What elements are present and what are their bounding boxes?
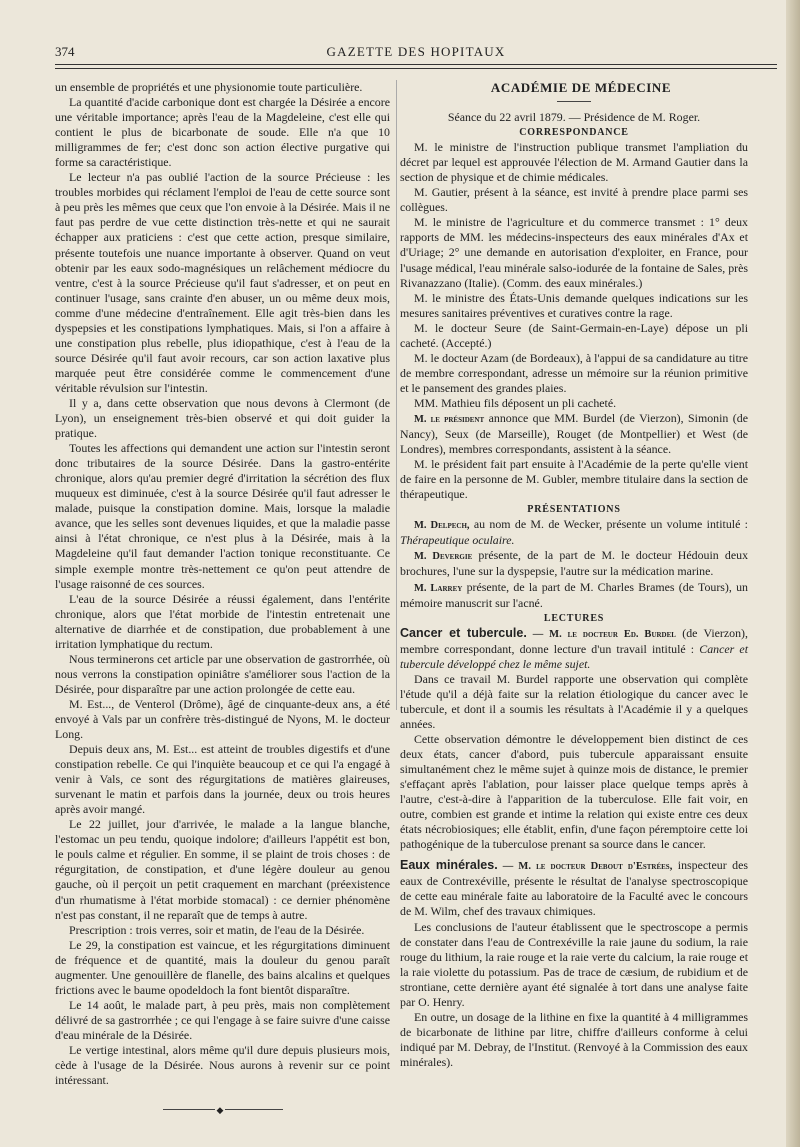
book-title: Thérapeutique oculaire. [400, 533, 515, 548]
paragraph-text: (de Vierzon), membre correspondant, donne lecture d'un travail intitulé : [400, 625, 748, 656]
paragraph: un ensemble de propriétés et une physionomie toute particulière. [55, 80, 363, 94]
paragraph: Les conclusions de l'auteur établissent que le spectroscope a permis de constater dans l'eau de Contrexéville la raie jaune du sodium, la raie rouge du lithium, la raie rouge et la raie verte du calcium, la raie rouge et la raie violette du potassium. Pas de trace de cæsium, de rubidium et de strontiane, cette dernière ayant été signalée à tort dans une analyse faite par O. Henry. [400, 919, 748, 1009]
lecture-title: Eaux minérales. [400, 858, 498, 873]
journal-title: GAZETTE DES HOPITAUX [326, 44, 506, 59]
paragraph: Le 29, la constipation est vaincue, et les régurgitations diminuent de fréquence et de quantité, mais la douleur du genou paraît augmenter. Une genouillère de flanelle, des bains alcalins et quelques frictions avec le baume opodeldoch la font bientôt disparaître. [55, 937, 390, 997]
session-line: Séance du 22 avril 1879. — Présidence de M. Roger. [447, 110, 701, 125]
presentations-heading: PRÉSENTATIONS [527, 504, 621, 516]
paragraph [400, 858, 748, 919]
paragraph: Le vertige intestinal, alors même qu'il dure depuis plusieurs mois, cède à l'usage de la Désirée. Nous aurons à revenir sur ce point intéressant. [55, 1043, 390, 1088]
paragraph: La quantité d'acide carbonique dont est chargée la Désirée a encore une véritable importance; après l'eau de la Magdeleine, c'est elle qui contient le plus de bicarbonate de soude. Elle n'a que 10 milligrammes de fer; c'est donc son action élective purgative qui forme sa caractéristique. [55, 95, 390, 170]
paragraph: L'eau de la source Désirée a réussi également, dans l'entérite chronique, alors que l'état morbide de l'intestin entretenait une alternative de diarrhée et de constipation, due probablement à une irritation lymphatique du rectum. [55, 591, 390, 651]
paragraph: M. Est..., de Venterol (Drôme), âgé de cinquante-deux ans, a été envoyé à Vals par un confrère très-distingué de Nyons, M. le docteur Long. [55, 696, 390, 742]
header-rule [55, 64, 777, 65]
lectures-heading: LECTURES [543, 612, 605, 624]
paragraph [400, 580, 748, 611]
paragraph: Nous terminerons cet article par une observation de gastrorrhée, où nous verrons la constipation opiniâtre s'améliorer sous l'action de la Désirée, pour disparaître par une action prolongée de cette eau. [55, 651, 390, 696]
ornament-diamond: ◆ [215, 1103, 226, 1118]
paragraph: M. le docteur Azam (de Bordeaux), à l'appui de sa candidature au titre de membre correspondant, adresse un mémoire sur la réunion primitive et le pansement des grandes plaies. [400, 350, 748, 395]
paragraph [400, 548, 748, 579]
paragraph: Depuis deux ans, M. Est... est atteint de troubles digestifs et d'une constipation rebelle. Ce qui l'inquiète beaucoup et ce qui l'a engagé à venir à Vals, ce sont des régurgitations de matières glaireuses, survenant le matin et parfois dans la journée, deux ou trois heures après avoir mangé. [55, 742, 390, 817]
correspondance-heading: CORRESPONDANCE [519, 127, 629, 139]
paragraph: M. le président fait part ensuite à l'Académie de la perte qu'elle vient de faire en la personne de M. Gubler, membre titulaire dans la section de thérapeutique. [400, 457, 748, 502]
paragraph: Il y a, dans cette observation que nous devons à Clermont (de Lyon), un enseignement très-bien observé et qui doit guider la pratique. [55, 395, 390, 441]
paragraph: MM. Mathieu fils déposent un pli cacheté. [414, 395, 617, 410]
left-column [55, 80, 390, 1116]
paragraph [400, 411, 748, 457]
paragraph: M. le ministre de l'agriculture et du commerce transmet : 1° deux rapports de MM. les médecins-inspecteurs des eaux minérales d'Ax et d'Uriage; 2° une demande en autorisation d'exploiter, en France, pour l'usage médical, l'eau minérale salso-iodurée de la fontaine de Sales, près Rivanazzano (Italie). (Comm. des eaux minérales.) [400, 215, 748, 290]
speaker-label: M. Delpech, [414, 520, 470, 532]
paragraph [400, 517, 748, 548]
paragraph-text: au nom de M. de Wecker, présente un volume intitulé : [469, 517, 748, 532]
paragraph: Le 14 août, le malade part, à peu près, mais non complètement délivré de sa gastrorrhée ; ce qui l'engage à se faire suivre d'une caisse d'eau minérale de la Désirée. [55, 997, 390, 1042]
lecture-title: Cancer et tubercule. [400, 625, 527, 640]
paragraph: Le 22 juillet, jour d'arrivée, le malade a la langue blanche, l'estomac un peu tendu, quoique indolore; d'ailleurs l'appétit est bon, le pouls calme et régulier. En somme, il se plaint de trois choses : de régurgitation, de constipation, et d'une légère douleur au genou gauche, où il perçoit un petit craquement en marchant (préexistence d'un rhumatisme à l'état morbide stomacal) : ce dernier phénomène n'est pas constant, il ne reparaît que de temps à autre. [55, 817, 390, 922]
paragraph: M. le ministre des États-Unis demande quelques indications sur les mesures sanitaires préventives et curatives contre la rage. [400, 290, 748, 320]
page-edge [786, 0, 800, 1147]
paragraph: Le lecteur n'a pas oublié l'action de la source Précieuse : les troubles morbides qui réclament l'emploi de l'eau de cette source sont à peu près les mêmes que ceux que l'on envoie à la Désirée. Mais il ne faut pas perdre de vue cette distinction très-nette et qui ne saurait échapper aux praticiens : c'est que cette action, presque similaire, présente toutefois une nuance importante à observer. Quand on veut obtenir par les eaux sodo-magnésiques un relâchement médiocre du ventre, c'est à la source Précieuse qu'il faut s'adresser, et on peut en continuer l'usage, sans crainte d'en abuser, un ou même deux mois, comme d'une médecine d'entraînement. Elle agit très-bien dans les dyspepsies et les constipations lymphatiques. Mais, si l'on a affaire à une constipation plus rebelle, plus idiopathique, c'est à l'eau de la source Désirée qu'il faut avoir recours, car son action laxative plus marquée peut être considérée comme le commencement d'une véritable révulsion sur l'intestin. [55, 170, 390, 395]
page-number: 374 [55, 44, 75, 59]
paragraph-text: inspecteur des eaux de Contrexéville, présente le résultat de l'analyse spectroscopique de cette eau minérale faite au laboratoire de la Faculté avec le concours de M. Wilm, chef des travaux chimiques. [400, 858, 748, 919]
speaker-label: M. le président [414, 413, 485, 425]
column-divider [396, 80, 397, 710]
end-ornament [163, 1105, 283, 1116]
speaker-label: — M. le docteur Debout d'Estrées, [497, 861, 673, 873]
speaker-label: M. Larrey [414, 582, 463, 594]
work-title: Cancer et tubercule développé chez le même sujet. [400, 641, 749, 671]
paragraph: Toutes les affections qui demandent une action sur l'intestin seront donc tributaires de la source Désirée. Dans la gastro-entérite chronique, alors qu'au premier degré d'irritation la sécrétion des flux muqueux est diminuée, c'est à la source Désirée qu'il faut adresser le malade, puisque la constipation domine. Mais, lorsque la maladie avance, que les selles sont devenues liquides, et que la maladie passe ainsi à l'état chronique, ce n'est plus à la Désirée, mais à la Magdeleine qu'il faut demander l'action tonique reconstituante. Ce simple exemple montre très-nettement ce qu'on peut attendre de l'usage raisonné de ces sources. [55, 441, 390, 591]
paragraph-text: présente, de la part de M. le docteur Hédouin deux brochures, l'une sur la dyspepsie, l'autre sur la médication marine. [400, 548, 749, 579]
paragraph: M. Gautier, présent à la séance, est invité à prendre place parmi ses collègues. [400, 185, 748, 215]
paragraph [400, 626, 748, 672]
right-column [400, 80, 748, 1070]
title-rule [557, 101, 591, 102]
paragraph: M. le ministre de l'instruction publique transmet l'ampliation du décret par lequel est approuvée l'élection de M. Armand Gautier dans la section de physique et de chimie médicales. [400, 140, 748, 185]
paragraph: Dans ce travail M. Burdel rapporte une observation qui complète l'étude qu'il a déjà faite sur la relation étiologique du cancer avec le tubercule, et dont il a soumis les résultats à l'Académie il y a quelques années. [400, 671, 748, 731]
paragraph: En outre, un dosage de la lithine en fixe la quantité à 4 milligrammes de bicarbonate de lithine par litre, chiffre d'ailleurs conforme à celui indiqué par M. Debray, de l'Institut. (Renvoyé à la Commission des eaux minérales). [400, 1009, 748, 1069]
paragraph-text: annonce que MM. Burdel (de Vierzon), Simonin (de Nancy), Seux (de Marseille), Rouget (de Montpellier) et West (de Londres), membres correspondants, assistent à la séance. [400, 410, 748, 457]
paragraph-text: présente, de la part de M. Charles Brames (de Tours), un mémoire manuscrit sur l'acné. [400, 579, 748, 610]
header-rule-double [55, 68, 777, 69]
speaker-label: — M. le docteur Ed. Burdel [526, 628, 676, 640]
paragraph: M. le docteur Seure (de Saint-Germain-en-Laye) dépose un pli cacheté. (Accepté.) [400, 320, 748, 350]
speaker-label: M. Devergie [414, 551, 473, 563]
paragraph: Prescription : trois verres, soir et matin, de l'eau de la Désirée. [69, 922, 365, 937]
page-header [55, 44, 777, 64]
section-title: ACADÉMIE DE MÉDECINE [490, 80, 672, 95]
paragraph: Cette observation démontre le développement bien distinct de ces deux états, cancer d'abord, puis tubercule apparaissant ensuite simultanément chez le même sujet à quinze mois de distance, le premier s'effaçant après l'ablation, pour laisser place quelque temps après à l'autre, c'est-à-dire à l'apparition de la tuberculose. Elle fait voir, en outre, combien est grande et intime la relation qui existe entre ces deux états nécrobiosiques; elle établit, enfin, d'une façon péremptoire cette loi pathogénique de la tuberculose prenant sa source dans le cancer. [400, 731, 748, 852]
